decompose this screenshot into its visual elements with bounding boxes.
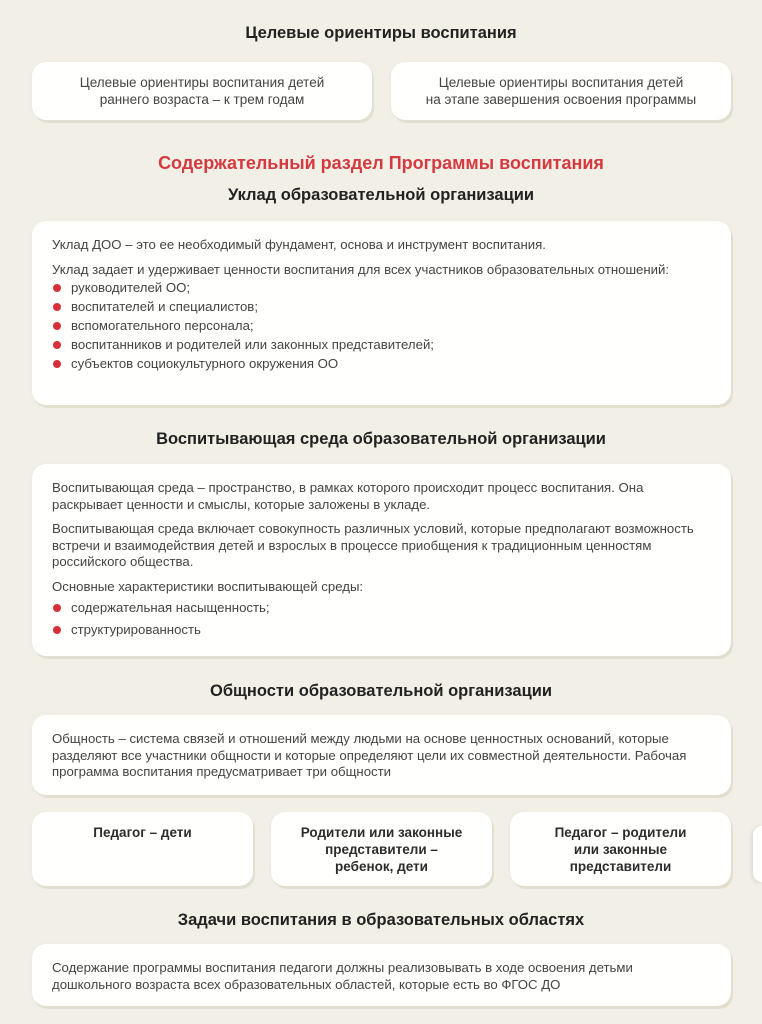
target-card-line: Целевые ориентиры воспитания детей bbox=[438, 75, 684, 90]
bullet-icon bbox=[53, 626, 61, 634]
bullet-icon bbox=[53, 341, 61, 349]
communities-card bbox=[32, 715, 731, 795]
environment-card bbox=[32, 464, 731, 656]
communities-description: Общность – система связей и отношений между людьми на основе ценностных оснований, которые разделяют все участники общности и которые определяют цели их совместной деятельности. Рабочая программа воспитания предусматривает три общности bbox=[52, 731, 687, 779]
targets-heading: Целевые ориентиры воспитания bbox=[245, 24, 517, 42]
uklad-participants-list bbox=[52, 278, 711, 373]
community-card-line: ребенок, дети bbox=[335, 859, 428, 874]
community-card-line: или законные bbox=[573, 842, 668, 857]
target-card-line: на этапе завершения освоения программы bbox=[425, 92, 697, 107]
community-card-parents-children bbox=[271, 812, 492, 886]
uklad-paragraph: Уклад задает и удерживает ценности воспитания для всех участников образовательных отношений: bbox=[52, 261, 670, 277]
environment-characteristics-list bbox=[52, 597, 711, 641]
floating-scroll-button[interactable] bbox=[753, 826, 762, 882]
environment-paragraph: Воспитывающая среда включает совокупность различных условий, которые предполагают возможность встречи и взаимодействия детей и взрослых в процессе приобщения к традиционным ценностям российского общества. bbox=[52, 521, 694, 569]
uklad-heading: Уклад образовательной организации bbox=[227, 186, 535, 204]
content-section-heading: Содержательный раздел Программы воспитания bbox=[158, 153, 604, 173]
tasks-heading: Задачи воспитания в образовательных областях bbox=[177, 911, 585, 929]
community-card-line: представители – bbox=[325, 842, 438, 857]
list-item: руководителей ОО; bbox=[52, 278, 711, 297]
environment-paragraph: Основные характеристики воспитывающей среды: bbox=[52, 578, 364, 594]
community-card-teacher-parents bbox=[510, 812, 731, 886]
bullet-icon bbox=[53, 322, 61, 330]
uklad-paragraph: Уклад ДОО – это ее необходимый фундамент, основа и инструмент воспитания. bbox=[52, 237, 546, 252]
list-item: содержательная насыщенность; bbox=[52, 597, 711, 619]
community-card-line: Родители или законные bbox=[300, 825, 463, 840]
list-item: структурированность bbox=[52, 619, 711, 641]
target-card-line: Целевые ориентиры воспитания детей bbox=[79, 75, 325, 90]
bullet-icon bbox=[53, 604, 61, 612]
bullet-icon bbox=[53, 303, 61, 311]
target-card-program-completion bbox=[391, 62, 731, 120]
environment-paragraph: Воспитывающая среда – пространство, в рамках которого происходит процесс воспитания. Она раскрывает ценности и смыслы, которые заложены в укладе. bbox=[52, 480, 644, 512]
tasks-description: Содержание программы воспитания педагоги должны реализовывать в ходе освоения детьми дошкольного возраста всех образовательных областей, которые есть во ФГОС ДО bbox=[52, 960, 633, 992]
tasks-card bbox=[32, 944, 731, 1006]
uklad-card bbox=[32, 221, 731, 405]
community-card-line: Педагог – родители bbox=[554, 825, 687, 840]
target-card-early-age bbox=[32, 62, 372, 120]
target-card-line: раннего возраста – к трем годам bbox=[99, 92, 305, 107]
bullet-icon bbox=[53, 284, 61, 292]
communities-heading: Общности образовательной организации bbox=[209, 682, 553, 700]
community-card-line: Педагог – дети bbox=[93, 825, 192, 840]
community-card-teacher-children bbox=[32, 812, 253, 886]
list-item: воспитанников и родителей или законных представителей; bbox=[52, 335, 711, 354]
list-item: субъектов социокультурного окружения ОО bbox=[52, 354, 711, 373]
community-card-line: представители bbox=[569, 859, 672, 874]
environment-heading: Воспитывающая среда образовательной организации bbox=[156, 430, 606, 448]
list-item: вспомогательного персонала; bbox=[52, 316, 711, 335]
list-item: воспитателей и специалистов; bbox=[52, 297, 711, 316]
bullet-icon bbox=[53, 360, 61, 368]
